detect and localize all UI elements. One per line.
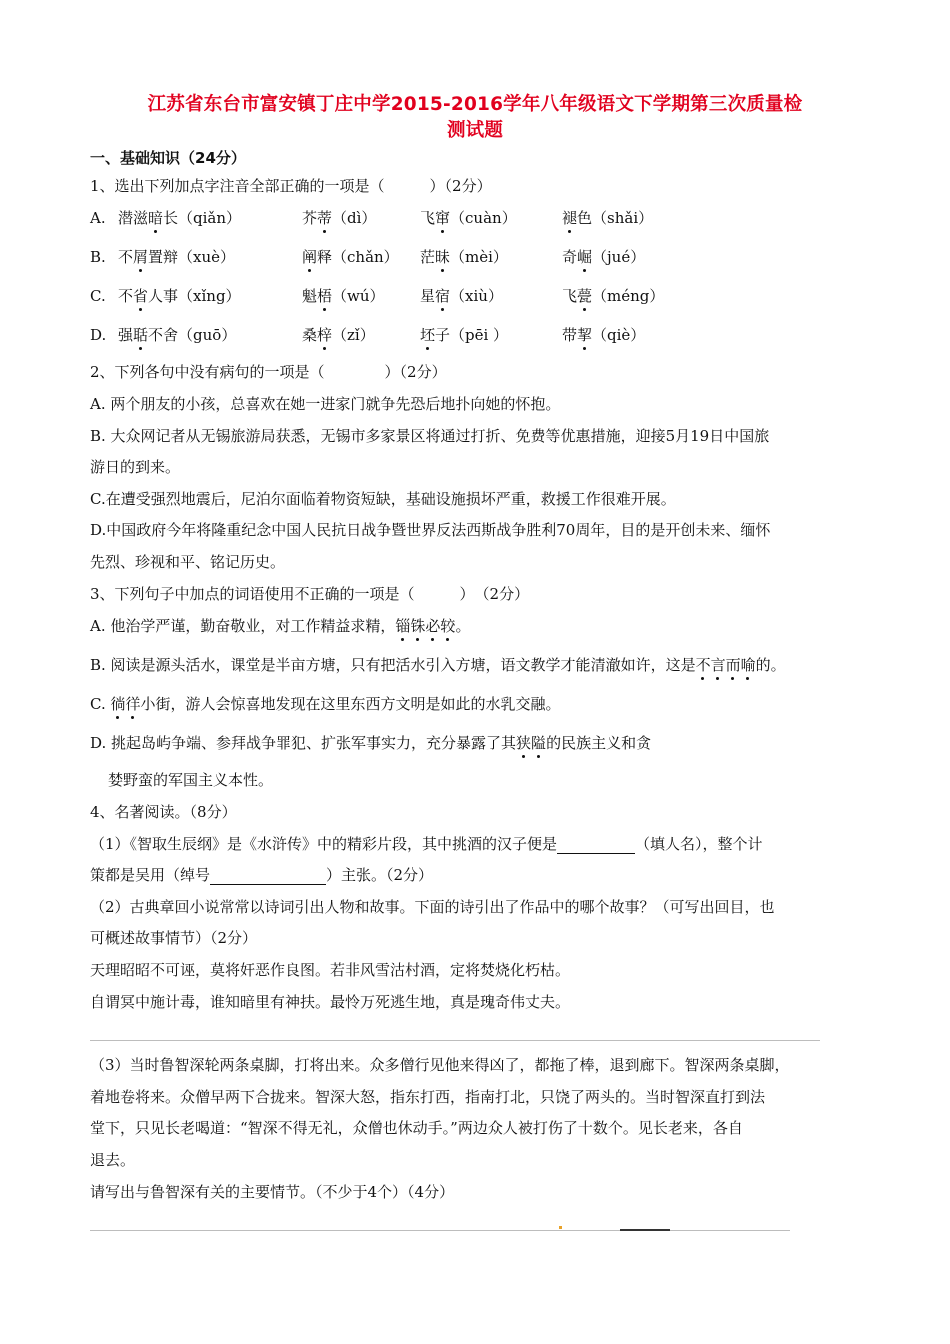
q2-option-a: A. 两个朋友的小孩，总喜欢在她一进家门就争先恐后地扑向她的怀抱。 <box>90 395 561 413</box>
item-text: 桑 <box>302 326 318 344</box>
dotted-character: 聒 <box>133 326 149 344</box>
item-text: 潜滋 <box>118 209 149 227</box>
dotted-character: 铢 <box>410 617 426 635</box>
q4-part3-question: 请写出与鲁智深有关的主要情节。（不少于4个）（4分） <box>90 1183 455 1201</box>
dotted-character: 狭 <box>516 734 532 752</box>
q3-d-end: 的民族主义和贪 <box>546 734 652 752</box>
dotted-character: 阐 <box>302 248 318 266</box>
item-text: 星 <box>420 287 436 305</box>
q2-option-c: C.在遭受强烈地震后，尼泊尔面临着物资短缺，基础设施损坏严重，救援工作很难开展。 <box>90 490 676 508</box>
q2-option-d-line2: 先烈、珍视和平、铭记历史。 <box>90 553 286 571</box>
item-text: 魁 <box>302 287 318 305</box>
q3-a-dotted-word <box>395 617 455 635</box>
q3-stem: 3、下列句子中加点的词语使用不正确的一项是（ ） （2分） <box>90 585 530 603</box>
answer-blank-nickname[interactable] <box>210 868 326 885</box>
q4-part1-line1 <box>90 834 763 854</box>
dotted-character: 言 <box>710 656 726 674</box>
item-pinyin: （méng） <box>592 287 665 305</box>
q1-option-item <box>562 286 664 306</box>
q3-b-text: B. 阅读是源头活水，课堂是半亩方塘，只有把活水引入方塘，语文教学才能清澈如许，这是 <box>90 656 696 674</box>
item-pinyin: 人事（xǐng） <box>148 287 241 305</box>
q1-option-item <box>302 286 385 306</box>
item-text: 带 <box>562 326 578 344</box>
item-pinyin: （mèi） <box>450 248 508 266</box>
option-letter: C. <box>90 287 106 305</box>
q4-part3-line2: 着地卷将来。众僧早两下合拢来。智深大怒，指东打西，指南打北，只饶了两头的。当时智深直打到法 <box>90 1088 766 1106</box>
dotted-character: 褪 <box>562 209 578 227</box>
dotted-character: 暗 <box>148 209 164 227</box>
q2-stem: 2、下列各句中没有病句的一项是（ ）（2分） <box>90 363 447 381</box>
q1-option-item <box>302 247 399 267</box>
dotted-character: 梓 <box>317 326 333 344</box>
q1-option-item <box>562 325 645 345</box>
q3-c-text: C. <box>90 695 111 713</box>
dotted-character: 崛 <box>577 248 593 266</box>
q1-option-item <box>420 325 508 345</box>
item-text: 茫 <box>420 248 436 266</box>
q3-a-end: 。 <box>455 617 471 635</box>
q3-d-dotted-word <box>516 734 546 752</box>
item-pinyin: （zǐ） <box>332 326 375 344</box>
dotted-character: 较 <box>440 617 456 635</box>
dotted-character: 徉 <box>125 695 141 713</box>
dotted-character: 必 <box>425 617 441 635</box>
answer-line-part2[interactable] <box>90 1040 820 1041</box>
q3-option-b <box>90 655 786 675</box>
dotted-character: 坯 <box>420 326 436 344</box>
dotted-character: 昧 <box>435 248 451 266</box>
q1-option-item <box>118 325 236 345</box>
q3-option-d <box>90 733 651 753</box>
option-letter: D. <box>90 326 107 344</box>
q4-p1-text-c: 策都是吴用（绰号 <box>90 866 211 884</box>
q3-c-end: 小街，游人会惊喜地发现在这里东西方文明是如此的水乳交融。 <box>140 695 561 713</box>
poem-line-1: 天理昭昭不可诬，莫将奸恶作良图。若非风雪沽村酒，定将焚烧化朽枯。 <box>90 961 571 979</box>
q1-option-item <box>302 208 376 228</box>
item-pinyin: 释（chǎn） <box>317 248 399 266</box>
q3-c-dotted-word <box>110 695 140 713</box>
q2-option-d-line1: D.中国政府今年将隆重纪念中国人民抗日战争暨世界反法西斯战争胜利70周年，目的是开创未来、缅怀 <box>90 521 771 539</box>
item-pinyin: 长（qiǎn） <box>163 209 242 227</box>
option-letter: A. <box>90 209 106 227</box>
dotted-character: 隘 <box>531 734 547 752</box>
item-text: 飞 <box>420 209 436 227</box>
q4-part2-line2: 可概述故事情节）（2分） <box>90 929 258 947</box>
q1-stem: 1、选出下列加点字注音全部正确的一项是（ ）（2分） <box>90 177 492 195</box>
title-line-1: 江苏省东台市富安镇丁庄中学2015-2016学年八年级语文下学期第三次质量检 <box>147 94 803 115</box>
q1-option-item <box>420 286 503 306</box>
dotted-character: 省 <box>133 287 149 305</box>
poem-line-2: 自谓冥中施计毒，谁知暗里有神扶。最怜万死逃生地，真是瑰奇伟丈夫。 <box>90 993 571 1011</box>
q4-part3-line1: （3）当时鲁智深轮两条桌脚，打将出来。众多僧行见他来得凶了，都拖了棒，退到廊下。智深两条桌脚， <box>90 1056 790 1074</box>
q4-part2-line1: （2）古典章回小说常常以诗词引出人物和故事。下面的诗引出了作品中的哪个故事？（可写出回目，也 <box>90 898 775 916</box>
item-text: 芥 <box>302 209 318 227</box>
q1-option-item <box>118 247 235 267</box>
item-text: 强 <box>118 326 134 344</box>
dotted-character: 徜 <box>110 695 126 713</box>
dotted-character: 梧 <box>317 287 333 305</box>
q4-part3-line4: 退去。 <box>90 1151 136 1169</box>
q1-option-item <box>420 247 508 267</box>
item-pinyin: （wú） <box>332 287 385 305</box>
q1-option-item <box>118 286 241 306</box>
dotted-character: 蒂 <box>317 209 333 227</box>
q3-option-d-line2: 婪野蛮的军国主义本性。 <box>108 771 274 789</box>
answer-blank-name[interactable] <box>557 837 635 854</box>
q3-option-a <box>90 616 470 636</box>
item-text: 飞 <box>562 287 578 305</box>
item-pinyin: （qiè） <box>592 326 646 344</box>
q3-d-text: D. 挑起岛屿争端、参拜战争罪犯、扩张军事实力，充分暴露了其 <box>90 734 517 752</box>
exam-title <box>90 92 860 144</box>
q2-option-b-line1: B. 大众网记者从无锡旅游局获悉，无锡市多家景区将通过打折、免费等优惠措施，迎接5月19日中国旅 <box>90 427 770 445</box>
q2-option-b-line2: 游日的到来。 <box>90 458 181 476</box>
item-text: 奇 <box>562 248 578 266</box>
q4-part1-line2 <box>90 865 433 885</box>
section-heading: 一、基础知识（24分） <box>90 149 246 167</box>
q3-option-c <box>90 694 561 714</box>
dotted-character: 甍 <box>577 287 593 305</box>
title-line-2: 测试题 <box>446 120 504 141</box>
dotted-character: 挈 <box>577 326 593 344</box>
q1-option-item <box>302 325 375 345</box>
q1-option-item <box>562 247 645 267</box>
item-pinyin: （cuàn） <box>450 209 517 227</box>
dotted-character: 不 <box>695 656 711 674</box>
dotted-character: 宿 <box>435 287 451 305</box>
item-text: 不 <box>118 248 134 266</box>
option-letter: B. <box>90 248 106 266</box>
q4-p1-text-a: （1）《智取生辰纲》是《水浒传》中的精彩片段，其中挑酒的汉子便是 <box>90 835 558 853</box>
item-pinyin: （xiù） <box>450 287 503 305</box>
item-pinyin: 色（shǎi） <box>577 209 654 227</box>
q3-b-end: 的。 <box>755 656 786 674</box>
dotted-character: 喻 <box>740 656 756 674</box>
q1-option-item <box>118 208 241 228</box>
q3-b-dotted-word <box>696 656 756 674</box>
dotted-character: 窜 <box>435 209 451 227</box>
rule-accent <box>620 1229 670 1231</box>
item-pinyin: 置辩（xuè） <box>148 248 236 266</box>
item-pinyin: 子（pēi ） <box>435 326 509 344</box>
q1-option-item <box>562 208 653 228</box>
answer-line-part3[interactable] <box>90 1230 790 1231</box>
item-pinyin: （jué） <box>592 248 646 266</box>
q1-option-item <box>420 208 517 228</box>
item-pinyin: （dì） <box>332 209 377 227</box>
item-text: 不 <box>118 287 134 305</box>
q4-p1-text-b: （填人名），整个计 <box>635 835 763 853</box>
dotted-character: 屑 <box>133 248 149 266</box>
dotted-character: 锱 <box>395 617 411 635</box>
q4-stem: 4、名著阅读。（8分） <box>90 803 237 821</box>
item-pinyin: 不舍（guō） <box>148 326 237 344</box>
dotted-character: 而 <box>725 656 741 674</box>
q4-part3-line3: 堂下，只见长老喝道：“智深不得无礼，众僧也休动手。”两边众人被打伤了十数个。见长老来，各自 <box>90 1119 743 1137</box>
q4-p1-text-d: ）主张。（2分） <box>326 866 434 884</box>
stray-mark <box>559 1226 562 1229</box>
q3-a-text: A. 他治学严谨，勤奋敬业，对工作精益求精， <box>90 617 396 635</box>
